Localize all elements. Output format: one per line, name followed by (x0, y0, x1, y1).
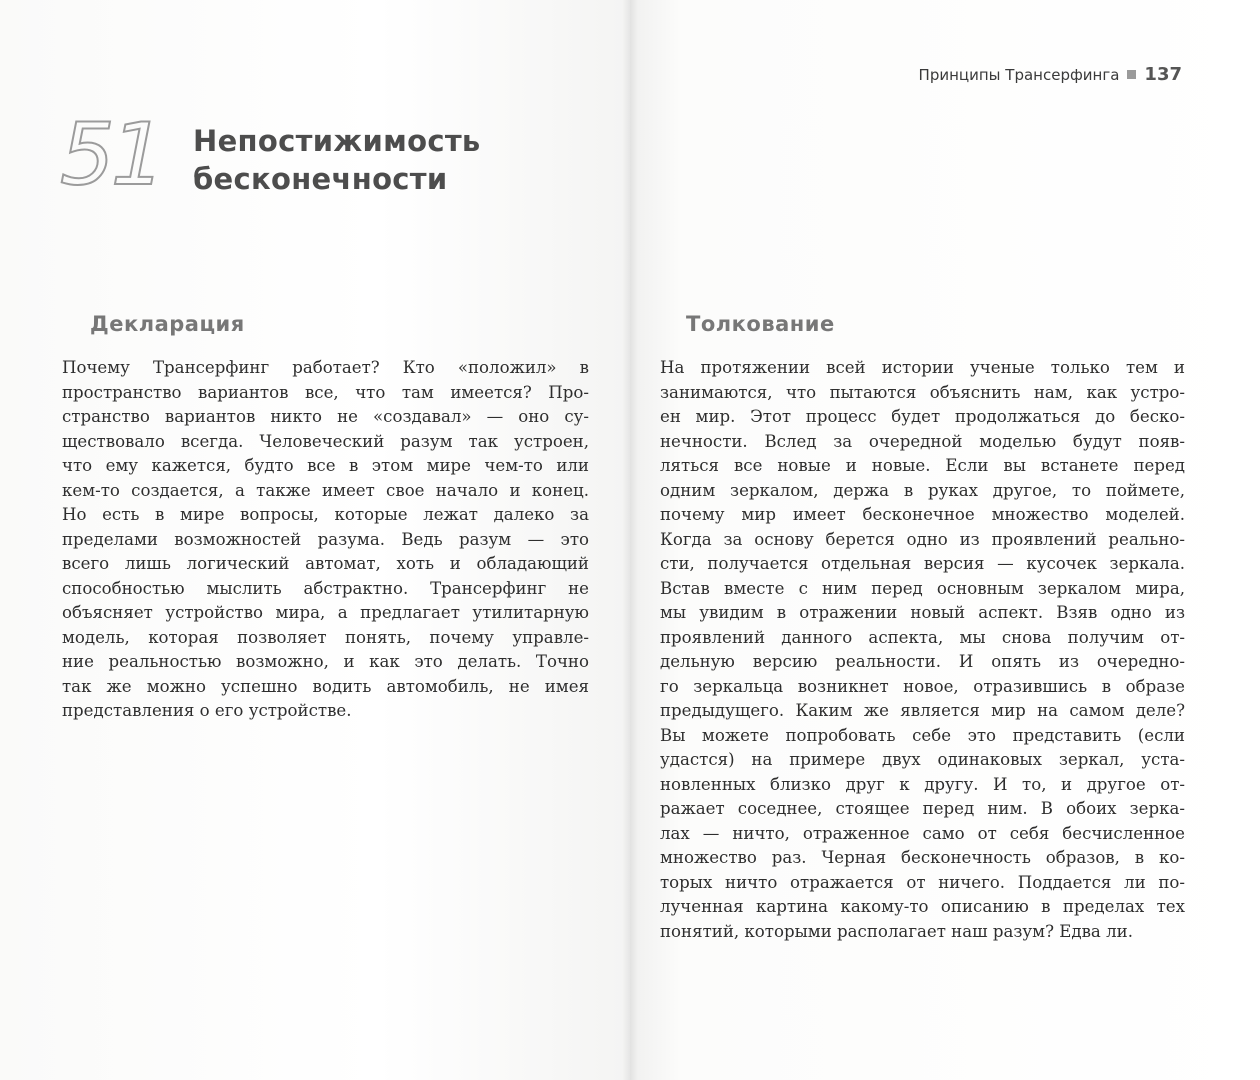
text-line: сти, получается отдельная версия — кусочек зеркала. (660, 554, 1185, 573)
text-line: представления о его устройстве. (62, 701, 352, 720)
running-head (919, 64, 1182, 85)
text-line: лах — ничто, отраженное само от себя бесчисленное (660, 823, 1185, 843)
section-heading-declaration: Декларация (90, 312, 245, 336)
page-number: 137 (1144, 64, 1182, 85)
text-line: Когда за основу берется одно из проявлений реально- (660, 529, 1185, 549)
chapter-title (193, 122, 481, 198)
text-line: одним зеркалом, держа в руках другое, то поймете, (660, 480, 1185, 500)
text-line: что ему кажется, будто все в этом мире чем-то или (62, 456, 589, 475)
text-line: предыдущего. Каким же является мир на самом деле? (660, 701, 1185, 720)
text-line: почему мир имеет бесконечное множество моделей. (660, 505, 1185, 524)
text-line: пределами возможностей разума. Ведь разум — это (62, 529, 589, 549)
square-bullet-icon (1127, 70, 1136, 79)
text-line: Но есть в мире вопросы, которые лежат далеко за (62, 505, 589, 524)
text-line: кем-то создается, а также имеет свое начало и конец. (62, 480, 589, 500)
text-line: проявлений данного аспекта, мы снова получим от- (660, 627, 1185, 647)
running-head-title: Принципы Трансерфинга (918, 65, 1120, 84)
chapter-number: 51 (60, 105, 162, 205)
book-gutter (622, 0, 638, 1080)
text-line: торых ничто отражается от ничего. Поддается ли по- (660, 872, 1185, 892)
text-line: так же можно успешно водить автомобиль, не имея (62, 676, 589, 696)
text-line: множество раз. Черная бесконечность образов, в ко- (660, 848, 1185, 867)
chapter-title-line: Непостижимость (193, 124, 481, 158)
text-line: мы увидим в отражении новый аспект. Взяв одно из (660, 603, 1185, 622)
text-line: пространство вариантов все, что там имеется? Про- (62, 382, 589, 402)
text-line: лученная картина какому-то описанию в пределах тех (660, 897, 1185, 916)
text-line: го зеркальца возникнет новое, отразившись в образе (660, 676, 1185, 696)
section-heading-interpretation: Толкование (686, 312, 835, 336)
declaration-text (62, 356, 589, 724)
text-line: странство вариантов никто не «создавал» — оно су- (62, 407, 589, 426)
text-line: Почему Трансерфинг работает? Кто «положил» в (62, 358, 589, 377)
text-line: удастся) на примере двух одинаковых зеркал, уста- (660, 750, 1185, 769)
text-line: ние реальностью возможно, и как это делать. Точно (62, 652, 589, 671)
text-line: нечности. Вслед за очередной моделью будут появ- (660, 431, 1185, 451)
text-line: дельную версию реальности. И опять из очередно- (660, 652, 1185, 671)
text-line: объясняет устройство мира, а предлагает утилитарную (62, 603, 589, 622)
text-line: ражает соседнее, стоящее перед ним. В обоих зеркa- (660, 799, 1185, 818)
text-line: На протяжении всей истории ученые только тем и (660, 358, 1185, 377)
text-line: всего лишь логический автомат, хоть и обладающий (62, 554, 589, 573)
text-line: ен мир. Этот процесс будет продолжаться до беско- (660, 407, 1185, 426)
text-line: модель, которая позволяет понять, почему управле- (62, 627, 589, 647)
text-line: понятий, которыми располагает наш разум? Едва ли. (660, 921, 1133, 941)
chapter-title-line: бесконечности (193, 162, 448, 196)
text-line: ществовало всегда. Человеческий разум так устроен, (62, 431, 589, 451)
interpretation-text (660, 356, 1185, 944)
text-line: ляться все новые и новые. Если вы встанете перед (660, 456, 1185, 475)
text-line: занимаются, что пытаются объяснить нам, как устро- (660, 382, 1185, 402)
text-line: новленных близко друг к другу. И то, и другое от- (660, 774, 1185, 794)
text-line: Вы можете попробовать себе это представить (если (660, 725, 1185, 745)
text-line: Встав вместе с ним перед основным зеркалом мира, (660, 578, 1185, 598)
text-line: способностью мыслить абстрактно. Трансерфинг не (62, 578, 589, 598)
